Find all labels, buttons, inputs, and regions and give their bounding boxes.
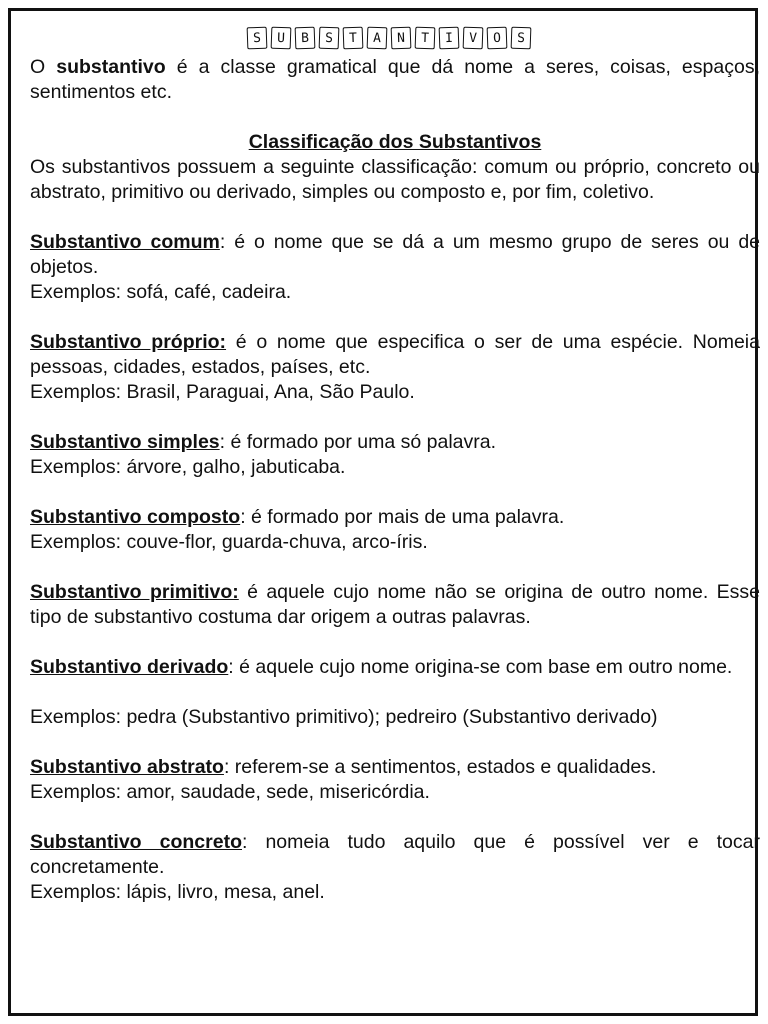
section-intro: Os substantivos possuem a seguinte classificação: comum ou próprio, concreto ou abstrato, primitivo ou derivado, simples ou composto e, por fim, coletivo. xyxy=(30,156,760,203)
title-letter: N xyxy=(391,27,412,50)
examples-proprio: Exemplos: Brasil, Paraguai, Ana, São Paulo. xyxy=(30,381,415,403)
title-letter: T xyxy=(415,27,436,50)
def-proprio: é o nome que especifica o ser de uma espécie. Nomeia pessoas, cidades, estados, países, etc. xyxy=(30,331,760,378)
term-concreto: Substantivo concreto xyxy=(30,831,242,853)
title-letter: V xyxy=(463,27,484,50)
title-letter: A xyxy=(367,27,388,50)
title-letter: S xyxy=(319,27,340,50)
definition-comum xyxy=(30,230,760,280)
term-abstrato: Substantivo abstrato xyxy=(30,756,224,778)
term-derivado: Substantivo derivado xyxy=(30,656,229,678)
title-letter: O xyxy=(487,27,508,50)
def-concreto: : nomeia tudo aquilo que é possível ver e tocar concretamente. xyxy=(30,831,760,878)
def-comum: : é o nome que se dá a um mesmo grupo de seres ou de objetos. xyxy=(30,231,761,278)
document-frame xyxy=(8,8,761,1016)
section-heading: Classificação dos Substantivos xyxy=(248,131,542,153)
examples-simples: Exemplos: árvore, galho, jabuticaba. xyxy=(30,456,346,478)
intro-rest: é a classe gramatical que dá nome a seres, coisas, espaços, sentimentos etc. xyxy=(30,56,760,103)
title-letter: I xyxy=(439,27,460,50)
definition-simples xyxy=(30,430,760,455)
term-simples: Substantivo simples xyxy=(30,431,220,453)
examples-concreto: Exemplos: lápis, livro, mesa, anel. xyxy=(30,881,325,903)
intro-lead: O xyxy=(30,56,57,78)
term-composto: Substantivo composto xyxy=(30,506,241,528)
intro-paragraph xyxy=(30,55,760,105)
title-letter: S xyxy=(247,27,268,50)
document-content xyxy=(30,27,760,905)
term-primitivo: Substantivo primitivo: xyxy=(30,581,239,603)
definition-abstrato xyxy=(30,755,760,780)
definition-derivado xyxy=(30,655,760,680)
title-letter: U xyxy=(271,27,292,50)
def-derivado: : é aquele cujo nome origina-se com base em outro nome. xyxy=(228,656,733,678)
definition-composto xyxy=(30,505,760,530)
definition-concreto xyxy=(30,830,760,880)
definition-primitivo xyxy=(30,580,760,630)
intro-bold-term: substantivo xyxy=(56,56,166,78)
term-proprio: Substantivo próprio: xyxy=(30,331,227,353)
def-abstrato: : referem-se a sentimentos, estados e qualidades. xyxy=(223,756,657,778)
title-letter-tiles xyxy=(18,27,760,55)
examples-composto: Exemplos: couve-flor, guarda-chuva, arco-íris. xyxy=(30,531,428,553)
def-primitivo: é aquele cujo nome não se origina de outro nome. Esse tipo de substantivo costuma dar origem a outras palavras. xyxy=(30,581,760,628)
def-composto: : é formado por mais de uma palavra. xyxy=(240,506,565,528)
title-letter: S xyxy=(511,27,532,50)
def-simples: : é formado por uma só palavra. xyxy=(219,431,497,453)
examples-comum: Exemplos: sofá, café, cadeira. xyxy=(30,281,292,303)
examples-derivado: Exemplos: pedra (Substantivo primitivo); pedreiro (Substantivo derivado) xyxy=(30,706,658,728)
term-comum: Substantivo comum xyxy=(30,231,220,253)
title-letter: B xyxy=(295,27,316,50)
title-letter: T xyxy=(343,27,364,50)
examples-abstrato: Exemplos: amor, saudade, sede, misericórdia. xyxy=(30,781,430,803)
definition-proprio xyxy=(30,330,760,380)
